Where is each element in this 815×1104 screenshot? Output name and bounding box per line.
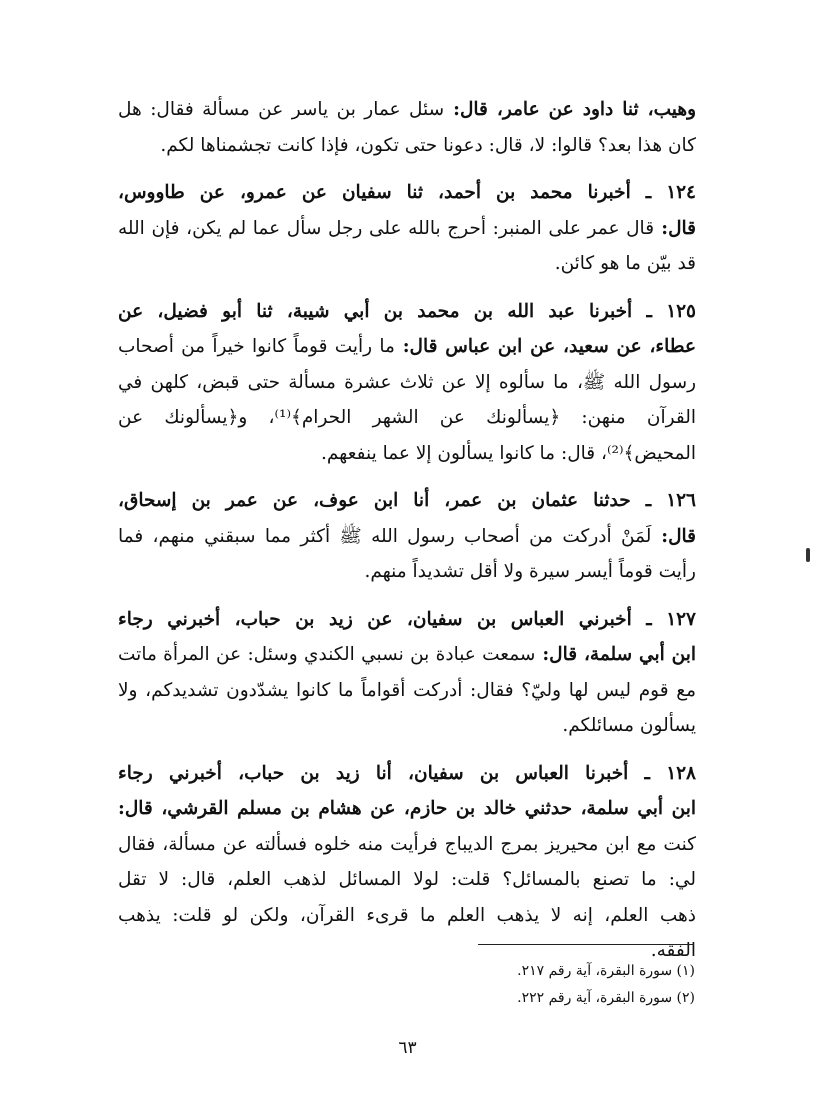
bold-segment: ابن أبي سلمة، قال: [535, 644, 696, 665]
text-segment: ذهب العلم، إنه لا يذهب العلم ما قرىء القرآن، ولكن لو قلت: يذهب [118, 904, 696, 926]
text-line [118, 365, 696, 401]
text-line [118, 756, 696, 792]
bold-segment: ١٢٥ ـ أخبرنا عبد الله بن محمد بن أبي شيبة، ثنا أبو فضيل، عن [118, 300, 696, 322]
text-line [118, 898, 696, 934]
footnote-1: (١) سورة البقرة، آية رقم ٢١٧. [517, 963, 695, 979]
text-line [118, 246, 696, 282]
text-segment: القرآن منهن: ﴿يسألونك عن الشهر الحرام﴾⁽¹⁾، و﴿يسألونك عن [118, 407, 696, 428]
text-segment: الفقه. [650, 940, 696, 961]
text-segment: ما رأيت قوماً كانوا خيراً من أصحاب [118, 336, 395, 357]
text-line [118, 862, 696, 898]
text-segment: المحيض﴾⁽²⁾، قال: ما كانوا يسألون إلا عما ينفعهم. [320, 442, 696, 464]
bold-segment: ١٢٨ ـ أخبرنا العباس بن سفيان، أنا زيد بن حباب، أخبرني رجاء [118, 762, 696, 784]
text-line [118, 637, 696, 673]
paragraph [118, 756, 696, 969]
footnote-separator [478, 944, 694, 945]
bold-segment: عطاء، عن سعيد، عن ابن عباس قال: [394, 336, 696, 357]
text-segment: لي: ما تصنع بالمسائل؟ قلت: لولا المسائل لذهب العلم، قال: لا تقل [118, 869, 696, 890]
text-line [118, 483, 696, 519]
text-line [118, 554, 696, 590]
page-body [118, 92, 696, 981]
text-segment: كنت مع ابن محيريز بمرج الديباج فرأيت منه خلوه فسألته عن مسألة، فقال [118, 833, 696, 855]
text-line [118, 673, 696, 709]
text-line [118, 211, 696, 247]
footnote-2: (٢) سورة البقرة، آية رقم ٢٢٢. [517, 990, 695, 1006]
paragraph [118, 483, 696, 590]
paragraph [118, 175, 696, 282]
text-segment: كان هذا بعد؟ قالوا: لا، قال: دعونا حتى تكون، فإذا كانت تجشمناها لكم. [160, 134, 696, 156]
bold-segment: ١٢٤ ـ أخبرنا محمد بن أحمد، ثنا سفيان عن عمرو، عن طاووس، [118, 182, 696, 203]
text-line [118, 294, 696, 330]
paragraph [118, 602, 696, 744]
text-segment: قال عمر على المنبر: أحرج بالله على رجل سأل عما لم يكن، فإن الله [118, 217, 655, 239]
bold-segment: ١٢٦ ـ حدثنا عثمان بن عمر، أنا ابن عوف، عن عمر بن إسحاق، [118, 490, 696, 511]
text-segment: سئل عمار بن ياسر عن مسألة فقال: هل [118, 99, 445, 120]
text-segment: مع قوم ليس لها وليّ؟ فقال: أدركت أقواماً ما كانوا يشدّدون تشديدكم، ولا [118, 679, 696, 701]
text-line [118, 791, 696, 827]
text-segment: قد بيّن ما هو كائن. [554, 253, 696, 274]
text-line [118, 128, 696, 164]
text-segment: لَمَنْ أدركت من أصحاب رسول الله ﷺ أكثر مما سبقني منهم، فما [118, 525, 652, 547]
text-line [118, 400, 696, 436]
paragraph [118, 294, 696, 472]
text-line [118, 519, 696, 555]
text-line [118, 436, 696, 472]
margin-mark [806, 548, 810, 562]
text-segment: رسول الله ﷺ، ما سألوه إلا عن ثلاث عشرة مسألة حتى قبض، كلهن في [118, 371, 696, 393]
bold-segment: وهيب، ثنا داود عن عامر، قال: [444, 99, 697, 120]
text-line [118, 602, 696, 638]
text-line [118, 708, 696, 744]
text-line [118, 92, 696, 128]
text-line [118, 175, 696, 211]
text-segment: سمعت عبادة بن نسبي الكندي وسئل: عن المرأة ماتت [118, 644, 536, 665]
page-number: ٦٣ [398, 1038, 417, 1058]
text-line [118, 329, 696, 365]
bold-segment: قال: [651, 525, 696, 547]
text-line [118, 827, 696, 863]
bold-segment: ١٢٧ ـ أخبرني العباس بن سفيان، عن زيد بن حباب، أخبرني رجاء [118, 608, 696, 630]
paragraph [118, 92, 696, 163]
footnotes [517, 958, 695, 1012]
bold-segment: قال: [654, 217, 696, 239]
bold-segment: ابن أبي سلمة، حدثني خالد بن حازم، عن هشام بن مسلم القرشي، قال: [118, 798, 696, 819]
text-segment: رأيت قوماً أيسر سيرة ولا أقل تشديداً منهم. [364, 561, 696, 582]
text-segment: يسألون مسائلكم. [562, 715, 696, 736]
